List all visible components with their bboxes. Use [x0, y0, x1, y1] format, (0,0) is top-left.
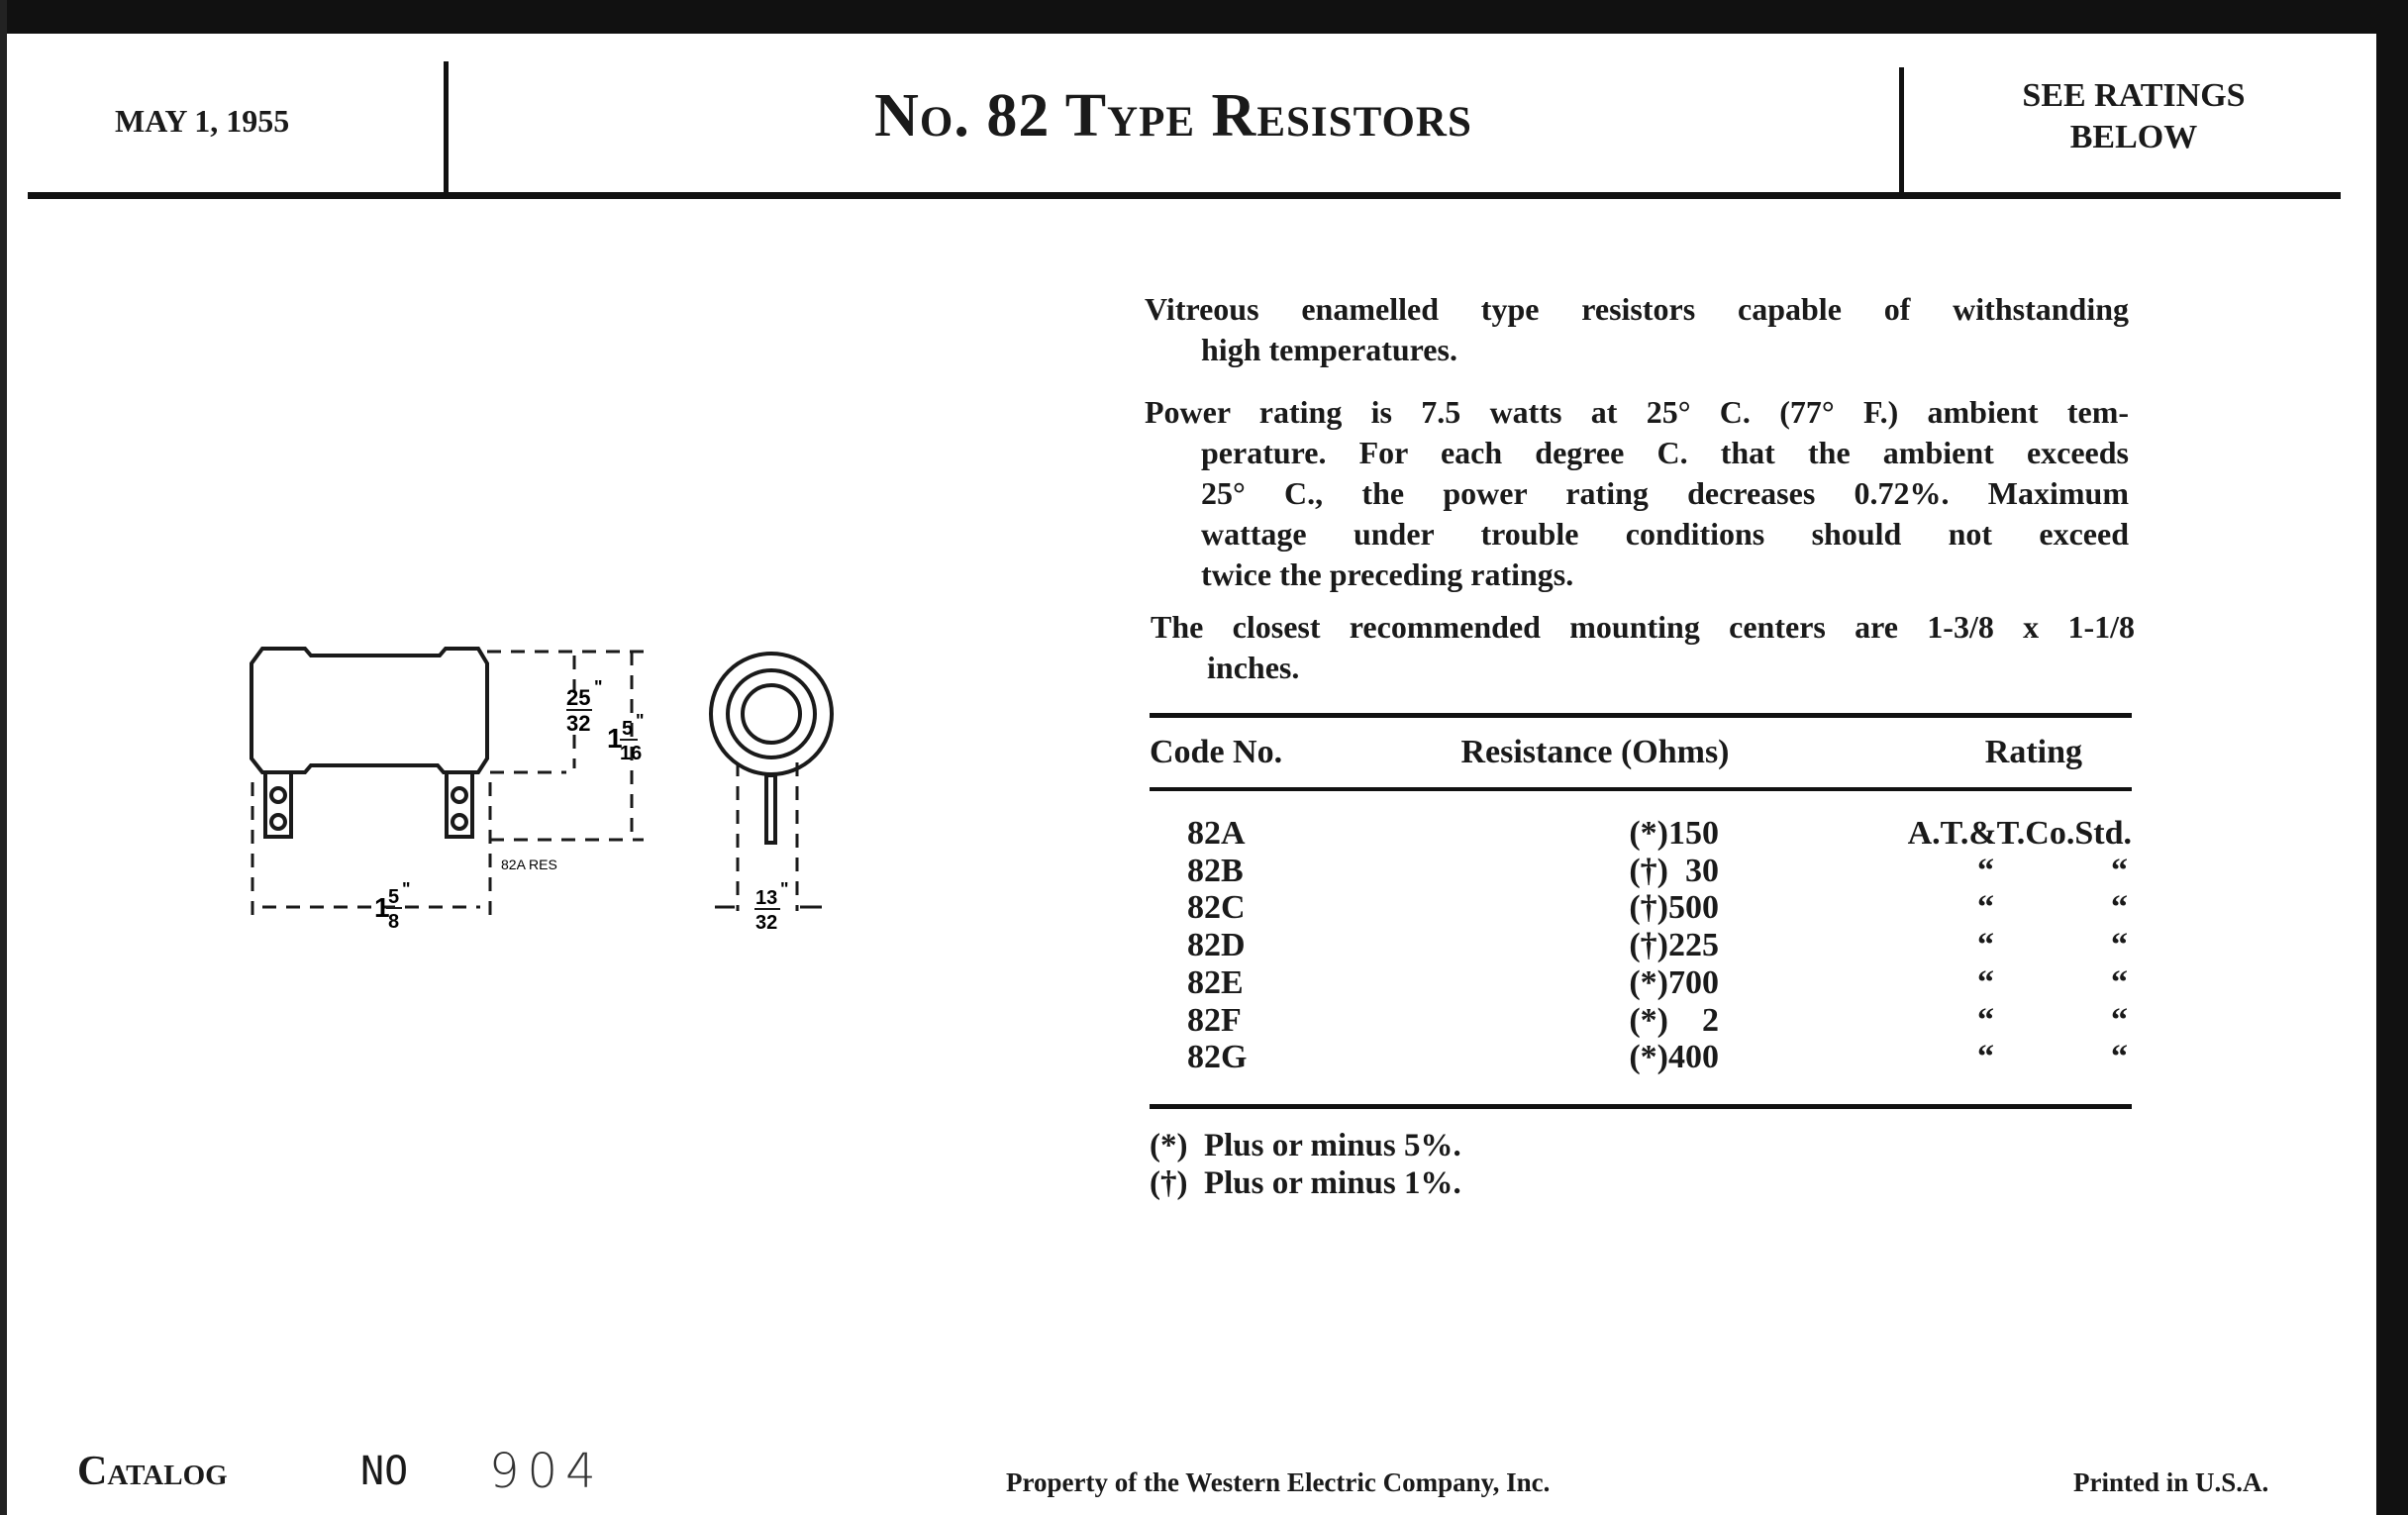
dimension-numerator: 5: [388, 886, 400, 908]
table-row: [1150, 853, 2132, 890]
ditto-mark: “: [2111, 889, 2128, 927]
dimension-numerator: 25: [566, 685, 591, 710]
table-row: [1150, 889, 2132, 927]
text-line: wattage under trouble conditions should not exceed: [1201, 516, 2129, 552]
dimension-numerator: 13: [755, 887, 778, 909]
footnote: (†) Plus or minus 1%.: [1150, 1164, 1461, 1201]
resistance-cell: (*)400: [1629, 1039, 1719, 1076]
ditto-mark: “: [1977, 889, 1994, 927]
catalog-no-label: NO: [360, 1449, 409, 1494]
table-row: [1150, 815, 2132, 853]
table-rule: [1150, 1104, 2132, 1109]
ratings-note-line: BELOW: [2069, 119, 2198, 155]
inch-mark: ": [594, 677, 603, 697]
scan-top-border: [0, 0, 2408, 34]
header-divider: [1899, 67, 1904, 196]
table-row: [1150, 927, 2132, 964]
inch-mark: ": [636, 711, 645, 731]
rating-cell: [1719, 1039, 2132, 1076]
ratings-note-line: SEE RATINGS: [2022, 77, 2246, 114]
code-cell: 82F: [1187, 1001, 1242, 1039]
printed-notice: Printed in U.S.A.: [2073, 1467, 2269, 1497]
rating-cell: [1719, 964, 2132, 1002]
ditto-mark: “: [2111, 852, 2128, 889]
resistance-cell: (†) 30: [1629, 852, 1719, 889]
resistor-end-view: [711, 654, 832, 843]
resistor-side-view: [251, 649, 487, 837]
code-cell: 82C: [1187, 889, 1246, 927]
text-line: high temperatures.: [1201, 332, 1457, 367]
resistance-cell: (*)150: [1629, 815, 1719, 852]
inch-mark: ": [402, 879, 411, 899]
dimension-denominator: 32: [566, 711, 591, 736]
rating-cell: [1719, 853, 2132, 890]
table-row: [1150, 964, 2132, 1002]
ditto-mark: “: [2111, 1039, 2128, 1076]
rating-cell: [1719, 1002, 2132, 1040]
resistance-cell: (*) 2: [1629, 1001, 1719, 1039]
text-line: twice the preceding ratings.: [1201, 556, 1574, 592]
dimension-whole: 1: [374, 892, 390, 923]
footnote: (*) Plus or minus 5%.: [1150, 1127, 1461, 1163]
ratings-note: [1906, 75, 2361, 158]
resistance-cell: (†)225: [1629, 927, 1719, 964]
table-row: [1150, 1002, 2132, 1040]
ditto-mark: “: [2111, 963, 2128, 1001]
dimension-whole: 1: [607, 723, 623, 754]
table-row: [1150, 1039, 2132, 1076]
code-cell: 82E: [1187, 963, 1244, 1001]
scan-right-border: [2376, 0, 2408, 1515]
text-line: perature. For each degree C. that the ambient exceeds: [1201, 435, 2129, 470]
text-line: Vitreous enamelled type resistors capable of withstanding: [1145, 291, 2129, 327]
ditto-mark: “: [2111, 1001, 2128, 1039]
resistance-cell: (*)700: [1629, 963, 1719, 1001]
ditto-mark: “: [1977, 927, 1994, 964]
inch-mark: ": [780, 879, 789, 899]
resistance-cell: (†)500: [1629, 889, 1719, 927]
catalog-number: 904: [489, 1444, 604, 1499]
ditto-mark: “: [1977, 852, 1994, 889]
code-cell: 82B: [1187, 852, 1244, 889]
ditto-mark: “: [1977, 963, 1994, 1001]
column-header: Code No.: [1150, 734, 1283, 770]
description-paragraph: [1145, 392, 2129, 595]
rating-cell: A.T.&T.Co.Std.: [1907, 815, 2132, 852]
header-rule: [28, 192, 2341, 199]
column-header: Resistance (Ohms): [1460, 734, 1730, 770]
ditto-mark: “: [2111, 927, 2128, 964]
code-cell: 82D: [1187, 927, 1246, 964]
drawing-label: 82A RES: [501, 857, 557, 872]
issue-date: MAY 1, 1955: [115, 103, 290, 139]
text-line: 25° C., the power rating decreases 0.72%. Maximum: [1201, 475, 2129, 511]
ditto-mark: “: [1977, 1001, 1994, 1039]
scan-left-border: [0, 0, 7, 1515]
property-notice: Property of the Western Electric Company, Inc.: [1006, 1467, 1551, 1497]
resistor-table: [1150, 713, 2132, 1202]
code-cell: 82G: [1187, 1039, 1248, 1076]
description-paragraph: [1151, 607, 2135, 688]
text-line: Power rating is 7.5 watts at 25° C. (77° F.) ambient tem-: [1145, 394, 2129, 430]
resistor-dimension-drawing: [228, 624, 861, 941]
column-header: Rating: [1984, 734, 2082, 770]
catalog-label: Catalog: [77, 1449, 228, 1494]
dimension-denominator: 8: [388, 911, 400, 933]
dimension-denominator: 16: [620, 743, 643, 764]
page-title: No. 82 Type Resistors: [874, 82, 1472, 150]
code-cell: 82A: [1187, 815, 1246, 852]
text-line: inches.: [1207, 650, 1300, 685]
dimension-denominator: 32: [755, 912, 778, 934]
text-line: The closest recommended mounting centers are 1-3/8 x 1-1/8: [1151, 609, 2135, 645]
rating-cell: [1719, 927, 2132, 964]
table-header: [1150, 718, 2132, 787]
description-paragraph: [1145, 289, 2129, 370]
table-rule: [1150, 787, 2132, 791]
rating-cell: [1719, 889, 2132, 927]
dimension-numerator: 5: [622, 718, 634, 740]
ditto-mark: “: [1977, 1039, 1994, 1076]
